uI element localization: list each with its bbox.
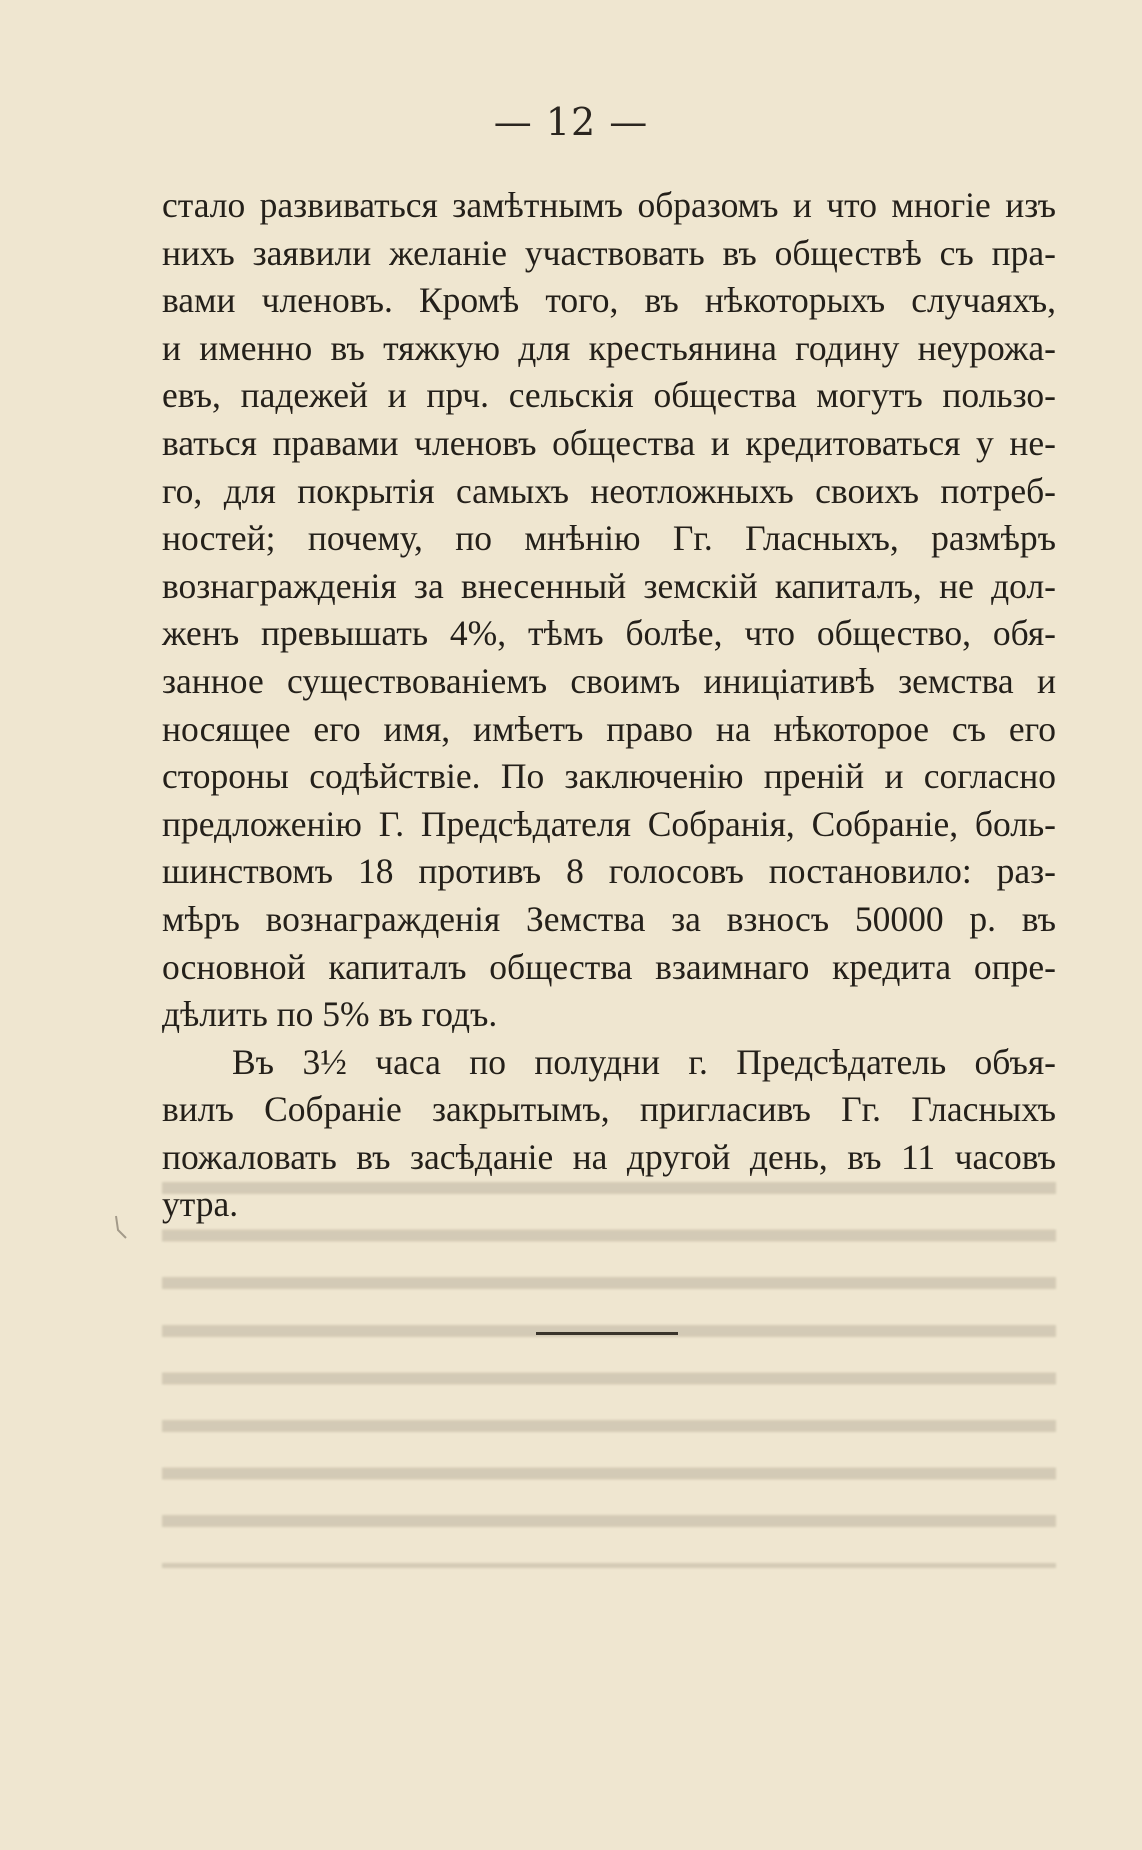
text-line: вознагражденія за внесенный земскій капиталъ, не дол- — [162, 565, 1056, 606]
text-line: шинствомъ 18 противъ 8 голосовъ постановило: раз- — [162, 851, 1056, 892]
margin-tick-mark — [110, 1212, 132, 1244]
text-line: го, для покрытія самыхъ неотложныхъ своихъ потреб- — [162, 470, 1056, 511]
text-line: ностей; почему, по мнѣнію Гг. Гласныхъ, размѣръ — [162, 518, 1056, 559]
text-line: предложенію Г. Предсѣдателя Собранія, Собраніе, боль- — [162, 803, 1056, 844]
text-line: дѣлить по 5% въ годъ. — [162, 994, 498, 1035]
section-divider — [536, 1332, 678, 1335]
text-line: стороны содѣйствіе. По заключенію преній и согласно — [162, 756, 1056, 797]
text-line: ваться правами членовъ общества и кредитоваться у не- — [162, 422, 1056, 463]
text-line: занное существованіемъ своимъ иниціативѣ земства и — [162, 660, 1056, 701]
text-line: и именно въ тяжкую для крестьянина годину неурожа- — [162, 327, 1056, 368]
text-line: женъ превышать 4%, тѣмъ болѣе, что общество, обя- — [162, 613, 1056, 654]
text-line: Въ 3½ часа по полудни г. Предсѣдатель объя- — [232, 1041, 1056, 1082]
text-line: носящее его имя, имѣетъ право на нѣкоторое съ его — [162, 708, 1056, 749]
text-line: основной капиталъ общества взаимнаго кредита опре- — [162, 946, 1056, 987]
text-line: стало развиваться замѣтнымъ образомъ и что многіе изъ — [162, 185, 1056, 225]
text-line: нихъ заявили желаніе участвовать въ обществѣ съ пра- — [162, 232, 1056, 273]
text-line: евъ, падежей и прч. сельскія общества могутъ пользо- — [162, 375, 1056, 416]
text-line: утра. — [162, 1184, 239, 1225]
text-line: пожаловать въ засѣданіе на другой день, въ 11 часовъ — [162, 1136, 1056, 1177]
text-line: мѣръ вознагражденія Земства за взносъ 50000 р. въ — [162, 898, 1056, 939]
page-number: — 12 — — [493, 100, 649, 144]
text-line: вилъ Собраніе закрытымъ, пригласивъ Гг. Гласныхъ — [162, 1089, 1056, 1130]
body-text — [162, 182, 1056, 1229]
text-line: вами членовъ. Кромѣ того, въ нѣкоторыхъ случаяхъ, — [162, 280, 1056, 321]
